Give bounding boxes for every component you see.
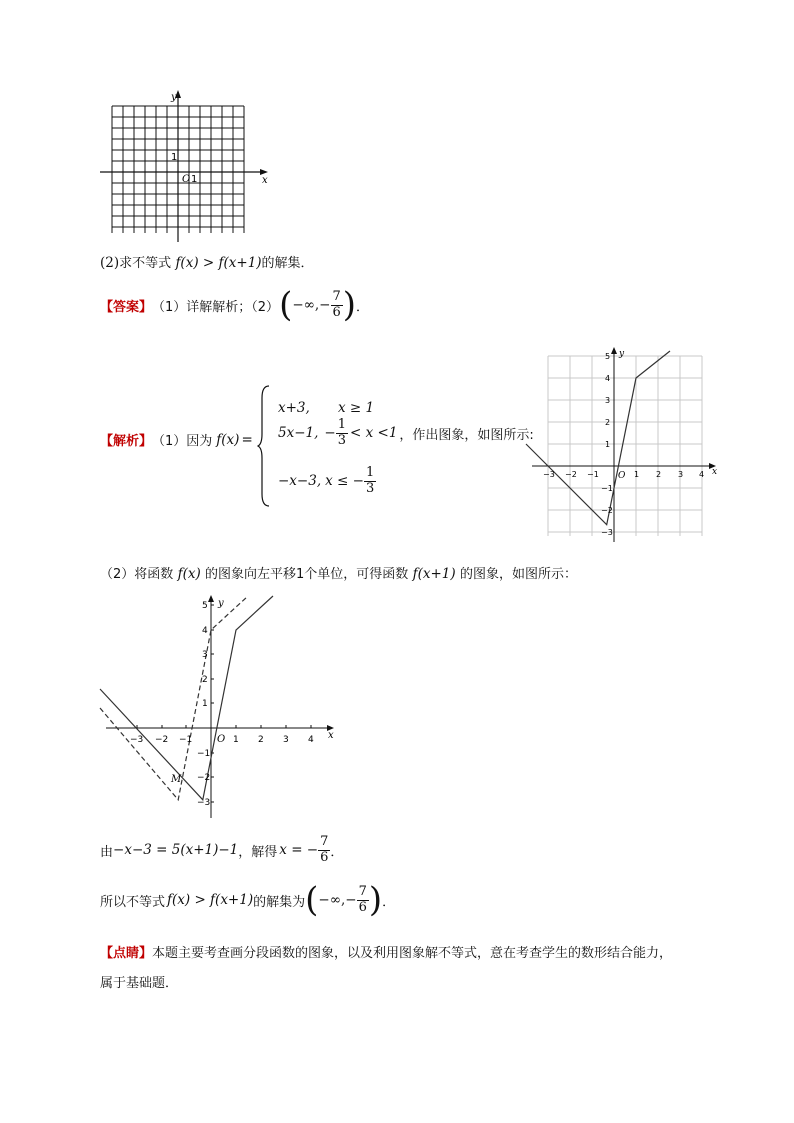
- fx-tick-y-neg3: −3: [601, 528, 613, 537]
- shift-y-label: y: [218, 598, 224, 609]
- unit-x-label: 1: [191, 174, 198, 185]
- blank-grid-graph: [98, 88, 278, 248]
- shift-tick-y-neg2: −2: [197, 773, 211, 783]
- shift-x-label: x: [328, 730, 334, 741]
- fx-y-label: y: [619, 349, 625, 359]
- shift-tick-y-neg1: −1: [197, 749, 211, 759]
- solve-line: 由 −x−3 = 5(x+1)−1 ，解得 x = − $\frac{7}{6}$ ．: [100, 833, 344, 865]
- shift-tick-y-1: 1: [202, 699, 208, 709]
- fx-tick-y-4: 4: [605, 374, 611, 383]
- solve-fraction: $\frac{7}{6}$: [320, 833, 329, 865]
- shift-graph: [98, 592, 348, 822]
- fx-origin: O: [618, 471, 626, 481]
- part2-line: （2）将函数 f(x) 的图象向左平移1个单位，可得函数 f(x+1) 的图象，如图所示：: [100, 566, 577, 582]
- shift-tick-y-4: 4: [202, 626, 208, 636]
- shift-tick-y-3: 3: [202, 650, 208, 660]
- shift-tick-x-4: 4: [308, 735, 314, 745]
- fx-x-label: x: [712, 467, 718, 477]
- comment-line-2: 属于基础题．: [100, 976, 179, 991]
- fx-tick-x-neg2: −2: [565, 470, 577, 479]
- fx-grid: [548, 356, 705, 536]
- conclusion-fraction: $\frac{7}{6}$: [358, 883, 367, 915]
- fx-solid-curve: [100, 596, 273, 800]
- origin-label: O: [182, 174, 191, 185]
- fx-tick-x-3: 3: [678, 470, 684, 479]
- fx-tick-x-neg1: −1: [587, 470, 599, 479]
- answer-tag: 【答案】: [100, 299, 153, 315]
- fx-tick-x-neg3: −3: [543, 470, 555, 479]
- question-2: (2)求不等式 f(x) > f(x+1)的解集．: [100, 255, 314, 271]
- fx-tick-y-2: 2: [605, 418, 611, 427]
- case-2: 5x−1, − $\frac{1}{3}$ < x <1 ，作出图象，如图所示:: [278, 417, 534, 448]
- shift-tick-x-neg1: −1: [179, 735, 193, 745]
- shift-origin: O: [217, 734, 226, 745]
- shift-tick-y-neg3: −3: [197, 798, 211, 808]
- fx-tick-y-1: 1: [605, 440, 611, 449]
- conclusion-line: 所以不等式 f(x) > f(x+1) 的解集为 ( −∞,− $\frac{7}{6}$ ) ．: [100, 880, 396, 920]
- analysis-line: 【解析】 （1）因为 f(x) =: [100, 431, 253, 449]
- fx-graph: [522, 346, 722, 542]
- shift-tick-x-1: 1: [233, 735, 239, 745]
- fx-tick-x-4: 4: [699, 470, 705, 479]
- x-axis-label: x: [262, 175, 268, 186]
- y-axis-label: y: [171, 92, 177, 103]
- shift-y-axis-arrow: [208, 595, 214, 602]
- fx-tick-x-2: 2: [656, 470, 662, 479]
- fx-tick-y-neg2: −2: [601, 506, 613, 515]
- piecewise-brace: [257, 384, 271, 508]
- answer-line: 【答案】 （1）详解解析；（2） ( −∞,− $\frac{7}{6}$ ) ．: [100, 285, 370, 325]
- shift-tick-x-3: 3: [283, 735, 289, 745]
- fx-tick-y-3: 3: [605, 396, 611, 405]
- comment-line-1: 【点睛】本题主要考查画分段函数的图象，以及利用图象解不等式，意在考查学生的数形结合能力，: [100, 946, 673, 961]
- fx-y-axis-arrow: [611, 347, 617, 354]
- fx-tick-y-neg1: −1: [601, 484, 613, 493]
- fx-tick-y-5: 5: [605, 352, 611, 361]
- shift-tick-x-2: 2: [258, 735, 264, 745]
- unit-y-label: 1: [171, 152, 178, 163]
- fx-tick-x-1: 1: [634, 470, 640, 479]
- answer-fraction: $\frac{7}{6}$: [332, 288, 341, 320]
- analysis-tag: 【解析】: [100, 434, 153, 449]
- shift-tick-y-2: 2: [202, 675, 208, 685]
- case-3: −x−3, x ≤ − $\frac{1}{3}$: [278, 465, 375, 496]
- shift-tick-x-neg3: −3: [130, 735, 144, 745]
- shift-tick-x-neg2: −2: [155, 735, 169, 745]
- comment-tag: 【点睛】: [100, 946, 153, 961]
- shift-tick-y-5: 5: [202, 601, 208, 611]
- case-1: x+3, x ≥ 1: [278, 400, 375, 416]
- intersection-label-m: M: [171, 774, 182, 785]
